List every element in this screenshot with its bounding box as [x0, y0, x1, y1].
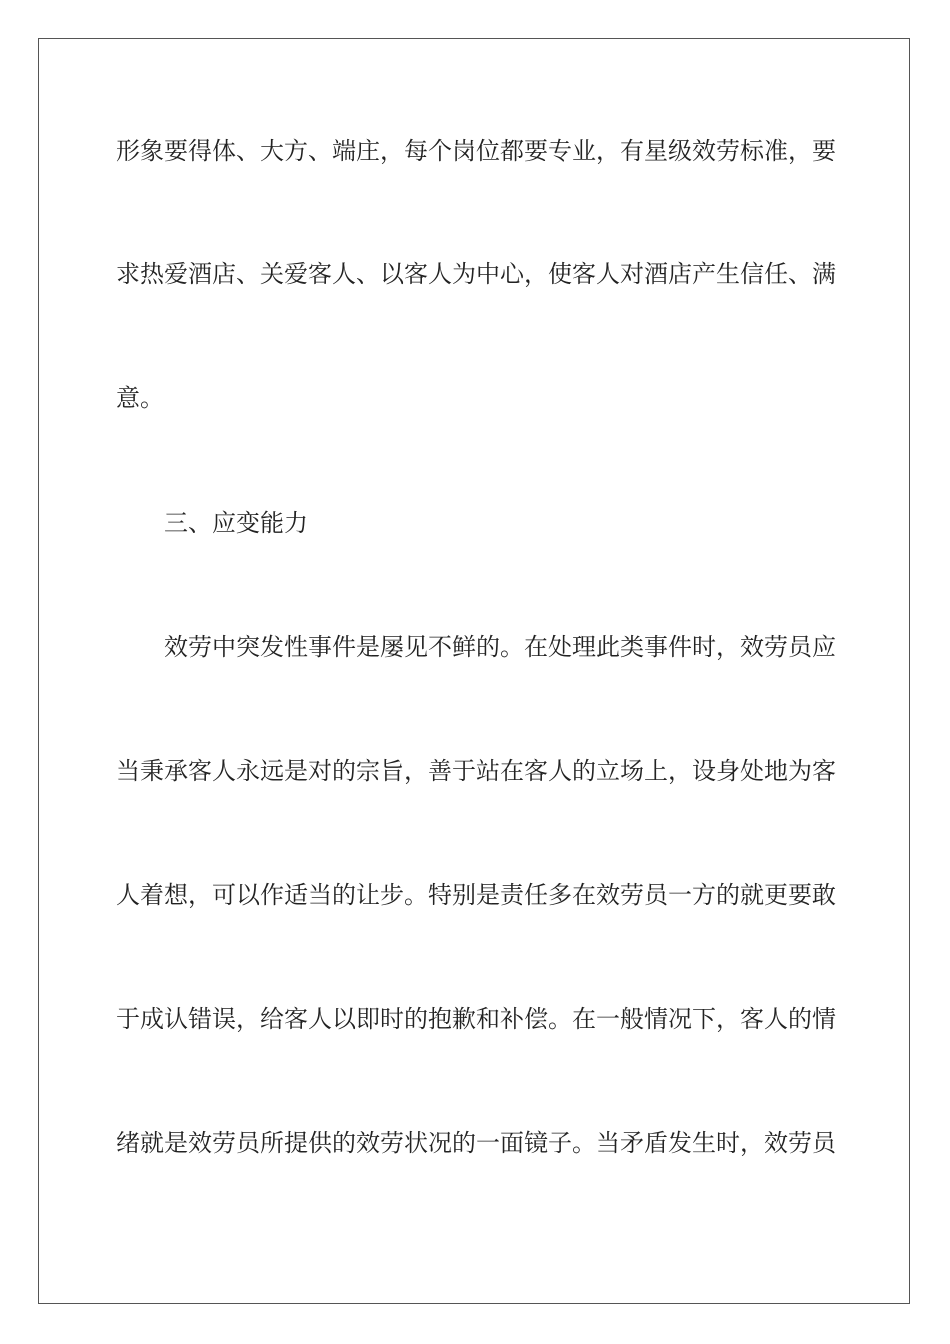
body-text-line-3: 意。 — [116, 384, 164, 412]
body-text-line-9: 绪就是效劳员所提供的效劳状况的一面镜子。当矛盾发生时，效劳员 — [116, 1129, 836, 1157]
body-text-line-1: 形象要得体、大方、端庄，每个岗位都要专业，有星级效劳标准，要 — [116, 137, 836, 165]
page-border — [38, 38, 910, 1304]
body-text-line-2: 求热爱酒店、关爱客人、以客人为中心，使客人对酒店产生信任、满 — [116, 260, 836, 288]
body-text-line-7: 人着想，可以作适当的让步。特别是责任多在效劳员一方的就更要敢 — [116, 881, 836, 909]
body-text-line-5: 效劳中突发性事件是屡见不鲜的。在处理此类事件时，效劳员应 — [164, 633, 836, 661]
body-text-line-8: 于成认错误，给客人以即时的抱歉和补偿。在一般情况下，客人的情 — [116, 1005, 836, 1033]
section-heading: 三、应变能力 — [164, 509, 308, 537]
body-text-line-6: 当秉承客人永远是对的宗旨，善于站在客人的立场上，设身处地为客 — [116, 757, 836, 785]
